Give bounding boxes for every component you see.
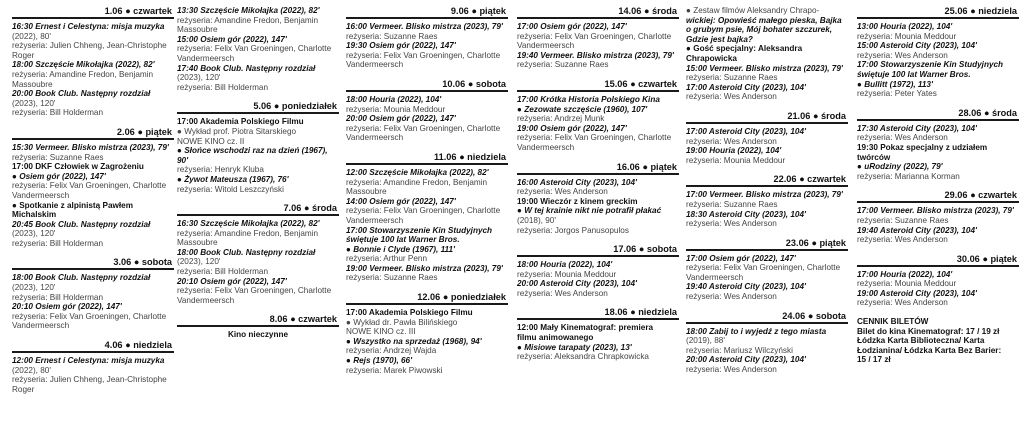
schedule-line: reżyseria: Bill Holderman — [12, 108, 104, 118]
schedule-line: 17:30 Asteroid City (2023), 104' — [857, 123, 977, 133]
schedule-line: NOWE KINO cz. II — [177, 136, 245, 146]
schedule-line: 17:00 Akademia Polskiego Filmu — [177, 117, 304, 127]
schedule-line: 18:00 Zabij to i wyjedź z tego miasta — [686, 326, 827, 336]
schedule-line: Massoubre — [12, 79, 53, 89]
schedule-line: 19:40 Asteroid City (2023), 104' — [686, 282, 806, 292]
day-block — [12, 257, 174, 331]
schedule-column — [517, 6, 679, 371]
day-block — [517, 307, 679, 361]
day-header: 1.06 ● czwartek — [12, 6, 174, 19]
day-header: 28.06 ● środa — [857, 108, 1019, 121]
schedule-line: 17:00 Vermeer. Blisko mistrza (2023), 79' — [857, 206, 1014, 216]
schedule-line: reżyseria: Peter Yates — [857, 89, 937, 99]
schedule-line: 16:00 Asteroid City (2023), 104' — [517, 177, 637, 187]
schedule-line: reżyseria: Felix Van Groeningen, Charlotte — [12, 311, 167, 321]
day-block — [177, 314, 339, 340]
schedule-line: reżyseria: Suzanne Raes — [346, 273, 438, 283]
schedule-line: ● W tej krainie nikt nie potrafił płakać — [517, 206, 662, 216]
schedule-line: reżyseria: Bill Holderman — [12, 238, 104, 248]
schedule-line: świętuje 100 lat Warner Bros. — [857, 69, 971, 79]
schedule-line: 15:00 Asteroid City (2023), 104' — [857, 41, 977, 51]
day-block — [346, 79, 508, 143]
schedule-line: reżyseria: Wes Anderson — [517, 187, 608, 197]
schedule-line: reżyseria: Amandine Fredon, Benjamin — [346, 177, 488, 187]
schedule-line: 17:00 Houria (2022), 104' — [857, 269, 953, 279]
schedule-line: reżyseria: Mounia Meddour — [346, 104, 446, 114]
schedule-line: reżyseria: Felix Van Groeningen, Charlotte — [177, 286, 332, 296]
schedule-line: 19:00 Asteroid City (2023), 104' — [857, 288, 977, 298]
schedule-line: Vandermeersch — [346, 60, 404, 70]
schedule-line: reżyseria: Wes Anderson — [686, 219, 777, 229]
schedule-line: ● uRodziny (2022), 79' — [857, 162, 943, 172]
schedule-line: ● Wykład dr. Pawła Bilińskiego — [346, 317, 458, 327]
schedule-line: (2022), 80' — [12, 31, 51, 41]
schedule-line: Vandermeersch — [517, 41, 575, 51]
schedule-line: reżyseria: Suzanne Raes — [346, 31, 438, 41]
schedule-line: (2023), 120' — [12, 283, 56, 293]
schedule-line: reżyseria: Felix Van Groeningen, Charlotte — [346, 206, 501, 216]
schedule-line: 20:10 Osiem gór (2022), 147' — [12, 302, 122, 312]
schedule-line: reżyseria: Mounia Meddour — [857, 279, 957, 289]
day-block — [12, 6, 174, 118]
schedule-line: 15:00 Osiem gór (2022), 147' — [177, 34, 287, 44]
schedule-line: 19:40 Asteroid City (2023), 104' — [857, 225, 977, 235]
schedule-column — [12, 6, 174, 403]
schedule-line: reżyseria: Henryk Kluba — [177, 165, 264, 175]
schedule-line: reżyseria: Felix Van Groeningen, Charlotte — [517, 133, 672, 143]
schedule-line: (2023), 120' — [177, 73, 221, 83]
schedule-line: reżyseria: Bill Holderman — [177, 267, 269, 277]
schedule-line: 19:00 Houria (2022), 104' — [686, 146, 782, 156]
schedule-line: Vandermeersch — [346, 215, 404, 225]
schedule-line: 12:00 Szczęście Mikołajka (2022), 82' — [346, 167, 489, 177]
schedule-line: reżyseria: Wes Anderson — [686, 92, 777, 102]
day-header: 3.06 ● sobota — [12, 257, 174, 270]
schedule-line: 19:00 Wieczór z kinem greckim — [517, 196, 638, 206]
schedule-line: 15:00 Vermeer. Blisko mistrza (2023), 79' — [686, 63, 843, 73]
schedule-line: 17:40 Book Club. Następny rozdział — [177, 63, 316, 73]
schedule-line: reżyseria: Julien Chheng, Jean-Christophe — [12, 41, 167, 51]
schedule-line: 16:30 Szczęście Mikołajka (2022), 82' — [177, 219, 320, 229]
schedule-line: 17:00 Akademia Polskiego Filmu — [346, 308, 473, 318]
day-header: 4.06 ● niedziela — [12, 340, 174, 353]
schedule-line: 19:00 Osiem gór (2022), 147' — [517, 123, 627, 133]
schedule-line: (2018), 90' — [517, 215, 556, 225]
day-header: 9.06 ● piątek — [346, 6, 508, 19]
schedule-line: 18:00 Houria (2022), 104' — [517, 260, 613, 270]
schedule-line: (2019), 88' — [686, 336, 725, 346]
schedule-line: reżyseria: Andrzej Wajda — [346, 346, 437, 356]
schedule-line: 18:30 Asteroid City (2023), 104' — [686, 209, 806, 219]
day-header: 2.06 ● piątek — [12, 127, 174, 140]
schedule-line: reżyseria: Felix Van Groeningen, Charlotte — [177, 44, 332, 54]
day-block — [177, 203, 339, 305]
schedule-line: Roger — [12, 50, 35, 60]
schedule-line: reżyseria: Wes Anderson — [517, 288, 608, 298]
schedule-line: reżyseria: Wes Anderson — [857, 133, 948, 143]
schedule-column — [177, 6, 339, 349]
schedule-line: reżyseria: Felix Van Groeningen, Charlotte — [686, 263, 841, 273]
schedule-line: 20:45 Book Club. Następny rozdział — [12, 219, 151, 229]
schedule-line: NOWE KINO cz. III — [346, 327, 416, 337]
schedule-line: 12:00 Mały Kinematograf: premiera — [517, 323, 654, 333]
schedule-line: Vandermeersch — [346, 133, 404, 143]
schedule-line: reżyseria: Amandine Fredon, Benjamin — [177, 228, 319, 238]
schedule-line: reżyseria: Felix Van Groeningen, Charlotte — [346, 50, 501, 60]
day-header: 22.06 ● czwartek — [686, 174, 848, 187]
schedule-line: filmu animowanego — [517, 333, 594, 343]
schedule-line: reżyseria: Felix Van Groeningen, Charlotte — [517, 31, 672, 41]
day-header: 25.06 ● niedziela — [857, 6, 1019, 19]
schedule-line: reżyseria: Wes Anderson — [686, 365, 777, 375]
schedule-line: reżyseria: Suzanne Raes — [686, 199, 778, 209]
schedule-line: reżyseria: Wes Anderson — [857, 50, 948, 60]
schedule-line: reżyseria: Marianna Korman — [857, 171, 960, 181]
day-block — [686, 311, 848, 375]
schedule-line: ● Spotkanie z alpinistą Pawłem — [12, 200, 133, 210]
schedule-line: reżyseria: Arthur Penn — [346, 254, 428, 264]
day-block — [857, 108, 1019, 182]
schedule-line: ● Bonnie i Clyde (1967), 111' — [346, 244, 455, 254]
schedule-line: 18:00 Houria (2022), 104' — [346, 94, 442, 104]
schedule-line: świętuje 100 lat Warner Bros. — [346, 235, 460, 245]
day-block — [346, 6, 508, 70]
schedule-line: (2022), 80' — [12, 365, 51, 375]
schedule-line: 17:00 Osiem gór (2022), 147' — [686, 253, 796, 263]
day-block — [686, 111, 848, 165]
schedule-line: ● Zestaw filmów Aleksandry Chrapo- — [686, 6, 820, 15]
schedule-line: reżyseria: Suzanne Raes — [686, 73, 778, 83]
schedule-line: ● Wszystko na sprzedaż (1968), 94' — [346, 336, 482, 346]
schedule-line: 18:00 Book Club. Następny rozdział — [177, 247, 316, 257]
schedule-line: reżyseria: Amandine Fredon, Benjamin — [177, 15, 319, 25]
day-header: 29.06 ● czwartek — [857, 190, 1019, 203]
day-header: 30.06 ● piątek — [857, 254, 1019, 267]
schedule-line: ● Słońce wschodzi raz na dzień (1967), 90' — [177, 146, 328, 165]
day-header: 17.06 ● sobota — [517, 244, 679, 257]
schedule-line: reżyseria: Mariusz Wilczyński — [686, 345, 793, 355]
schedule-line: Kino nieczynne — [227, 330, 289, 340]
day-block — [857, 190, 1019, 244]
schedule-line: 17:00 Krótka Historia Polskiego Kina — [517, 94, 660, 104]
schedule-line: reżyseria: Mounia Meddour — [686, 155, 786, 165]
day-header: 12.06 ● poniedziałek — [346, 292, 508, 305]
schedule-line: reżyseria: Felix Van Groeningen, Charlotte — [346, 123, 501, 133]
schedule-line: ● Osiem gór (2022), 147' — [12, 171, 106, 181]
day-header: 11.06 ● niedziela — [346, 152, 508, 165]
schedule-line: 18:00 Book Club. Następny rozdział — [12, 273, 151, 283]
schedule-line: 18:00 Szczęście Mikołajka (2022), 82' — [12, 60, 155, 70]
schedule-line: reżyseria: Suzanne Raes — [517, 60, 609, 70]
day-block — [686, 238, 848, 302]
schedule-line: 13:30 Szczęście Mikołajka (2022), 82' — [177, 6, 320, 15]
schedule-line: Vandermeersch — [12, 321, 70, 331]
schedule-line: 20:00 Book Club. Następny rozdział — [12, 89, 151, 99]
schedule-line: (2023), 120' — [12, 229, 56, 239]
schedule-line: ● Rejs (1970), 66' — [346, 356, 413, 366]
schedule-line: reżyseria: Wes Anderson — [857, 298, 948, 308]
day-header: 21.06 ● środa — [686, 111, 848, 124]
schedule-line: 12:00 Ernest i Celestyna: misja muzyka — [12, 356, 165, 366]
schedule-line: 17:00 Asteroid City (2023), 104' — [686, 82, 806, 92]
schedule-line: ● Wykład prof. Piotra Sitarskiego — [177, 126, 297, 136]
schedule-line: Łódzka Karta Biblioteczna/ Karta — [857, 336, 985, 346]
schedule-line: reżyseria: Wes Anderson — [686, 292, 777, 302]
day-block — [517, 79, 679, 153]
schedule-line: Michalskim — [12, 210, 57, 220]
schedule-line: reżyseria: Suzanne Raes — [12, 152, 104, 162]
schedule-line: 13:00 Houria (2022), 104' — [857, 22, 953, 31]
schedule-line: 14:00 Osiem gór (2022), 147' — [346, 196, 456, 206]
schedule-line: Massoubre — [177, 238, 218, 248]
day-block — [177, 101, 339, 194]
day-block — [517, 6, 679, 70]
schedule-line: ● Zezowate szczęście (1960), 107' — [517, 104, 648, 114]
schedule-line: Massoubre — [177, 25, 218, 35]
schedule-line: 20:10 Osiem gór (2022), 147' — [177, 276, 287, 286]
schedule-line: reżyseria: Amandine Fredon, Benjamin — [12, 69, 154, 79]
schedule-line: ● Bullitt (1972), 113' — [857, 79, 933, 89]
schedule-line: reżyseria: Felix Van Groeningen, Charlotte — [12, 181, 167, 191]
day-block — [12, 127, 174, 249]
schedule-line: Vandermeersch — [177, 53, 235, 63]
schedule-line: CENNIK BILETÓW — [857, 317, 929, 327]
day-block — [857, 254, 1019, 308]
day-block — [686, 6, 848, 102]
schedule-line: reżyseria: Jorgos Panusopulos — [517, 225, 629, 235]
schedule-line: reżyseria: Bill Holderman — [177, 82, 269, 92]
schedule-line: (2023), 120' — [177, 257, 221, 267]
schedule-line: 19:40 Vermeer. Blisko mistrza (2023), 79' — [517, 50, 674, 60]
day-block — [346, 152, 508, 283]
schedule-line: Gdzie jest bajka? — [686, 34, 753, 44]
schedule-line: reżyseria: Julien Chheng, Jean-Christophe Roger — [12, 375, 167, 394]
schedule-line: ● Misiowe tarapaty (2023), 13' — [517, 342, 632, 352]
day-header: 10.06 ● sobota — [346, 79, 508, 92]
schedule-line: reżyseria: Bill Holderman — [12, 292, 104, 302]
day-block — [177, 6, 339, 92]
schedule-line: Vandermeersch — [12, 190, 70, 200]
day-block — [857, 317, 1019, 365]
schedule-line: 17:00 Stowarzyszenie Kin Studyjnych — [346, 225, 493, 235]
day-header: 8.06 ● czwartek — [177, 314, 339, 327]
schedule-line: (2023), 120' — [12, 98, 56, 108]
schedule-line: 19:00 Vermeer. Blisko mistrza (2023), 79' — [346, 263, 503, 273]
day-header: 16.06 ● piątek — [517, 162, 679, 175]
schedule-line: 20:00 Asteroid City (2023), 104' — [686, 355, 806, 365]
day-header: 24.06 ● sobota — [686, 311, 848, 324]
schedule-line: 15 / 17 zł — [857, 355, 891, 365]
day-block — [346, 292, 508, 375]
schedule-line: 20:00 Asteroid City (2023), 104' — [517, 279, 637, 289]
day-block — [517, 244, 679, 298]
schedule-line: reżyseria: Aleksandra Chrapkowicka — [517, 352, 649, 362]
day-block — [12, 340, 174, 394]
schedule-line: Massoubre — [346, 187, 387, 197]
schedule-line: Vandermeersch — [517, 142, 575, 152]
schedule-line: reżyseria: Andrzej Munk — [517, 114, 605, 124]
schedule-line: reżyseria: Marek Piwowski — [346, 365, 443, 375]
schedule-line: wickiej: Opowieść małego pieska, Bajka — [686, 15, 842, 25]
schedule-line: Vandermeersch — [177, 295, 235, 305]
schedule-line: reżyseria: Witold Leszczyński — [177, 184, 284, 194]
schedule-line: 17:00 Stowarzyszenie Kin Studyjnych — [857, 60, 1004, 70]
schedule-line: reżyseria: Mounia Meddour — [517, 269, 617, 279]
schedule-line: reżyseria: Mounia Meddour — [857, 31, 957, 41]
schedule-line: 16:00 Vermeer. Blisko mistrza (2023), 79' — [346, 22, 503, 31]
day-block — [686, 174, 848, 228]
day-header: 5.06 ● poniedziałek — [177, 101, 339, 114]
schedule-line: 19:30 Pokaz specjalny z udziałem twórców — [857, 142, 988, 162]
schedule-column — [686, 6, 848, 384]
schedule-line: reżyseria: Wes Anderson — [857, 235, 948, 245]
day-header: 7.06 ● środa — [177, 203, 339, 216]
schedule-line: Vandermeersch — [686, 272, 744, 282]
schedule-column — [857, 6, 1019, 374]
schedule-line: 17:00 Vermeer. Blisko mistrza (2023), 79' — [686, 190, 843, 200]
day-header: 18.06 ● niedziela — [517, 307, 679, 320]
schedule-line: 17:00 Osiem gór (2022), 147' — [517, 22, 627, 31]
schedule-line: reżyseria: Suzanne Raes — [857, 215, 949, 225]
schedule-line: 16:30 Ernest i Celestyna: misja muzyka — [12, 22, 165, 31]
schedule-line: reżyseria: Wes Anderson — [686, 136, 777, 146]
schedule-column — [346, 6, 508, 384]
schedule-line: Bilet do kina Kinematograf: 17 / 19 zł — [857, 326, 1000, 336]
schedule-line: 17:00 Asteroid City (2023), 104' — [686, 126, 806, 136]
day-block — [517, 162, 679, 236]
day-header: 23.06 ● piątek — [686, 238, 848, 251]
schedule-line: o grubym psie, Mój bohater szczurek, — [686, 25, 833, 35]
schedule-line: 17:00 DKF Człowiek w Zagrożeniu — [12, 162, 144, 172]
schedule-line: 19:30 Osiem gór (2022), 147' — [346, 41, 456, 51]
schedule-line: ● Żywot Mateusza (1967), 76' — [177, 174, 289, 184]
schedule-line: 15:30 Vermeer. Blisko mistrza (2023), 79' — [12, 142, 169, 152]
schedule-line: ● Gość specjalny: Aleksandra Chrapowicka — [686, 44, 803, 63]
schedule-line: Łodzianina/ Łódzka Karta Bez Barier: — [857, 345, 1002, 355]
schedule-line: 20:00 Osiem gór (2022), 147' — [346, 114, 456, 124]
day-header: 14.06 ● środa — [517, 6, 679, 19]
day-header: 15.06 ● czwartek — [517, 79, 679, 92]
day-block — [857, 6, 1019, 99]
